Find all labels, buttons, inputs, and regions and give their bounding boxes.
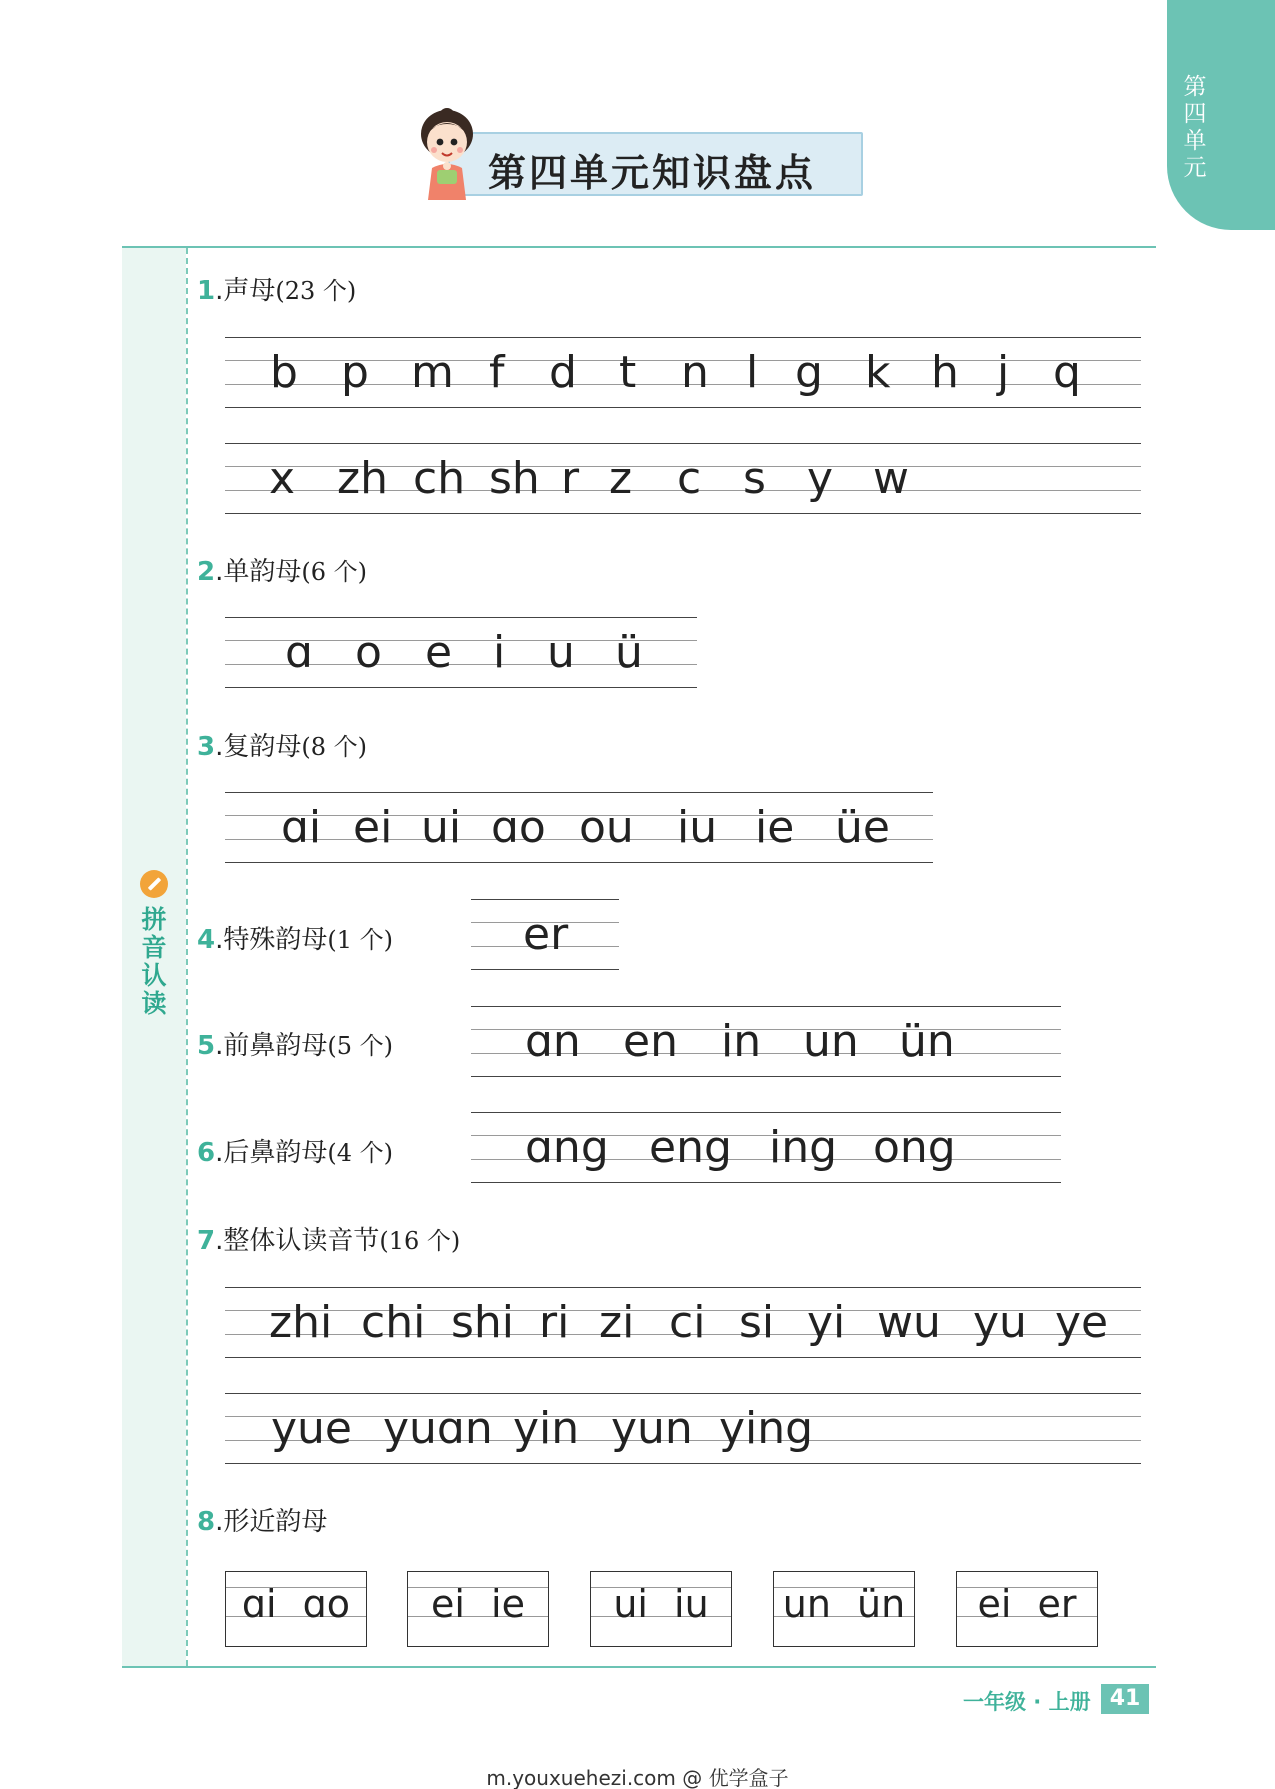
- section-3-title: 3.复韵母(8 个): [197, 732, 367, 762]
- pinyin-token: ci: [669, 1297, 706, 1348]
- section-6-title: 6.后鼻韵母(4 个): [197, 1138, 393, 1168]
- pinyin-token: q: [1053, 347, 1081, 398]
- similar-finals-box: [407, 1571, 549, 1647]
- pinyin-token: e: [425, 627, 453, 678]
- pinyin-token: üe: [835, 802, 890, 853]
- section-heading: 整体认读音节: [223, 1226, 380, 1256]
- section-7-title: 7.整体认读音节(16 个): [197, 1226, 461, 1256]
- similar-finals-box: [773, 1571, 915, 1647]
- section-count: (23 个): [275, 277, 357, 305]
- pinyin-token: y: [807, 453, 834, 504]
- pinyin-token: k: [865, 347, 891, 398]
- side-label-char: 认: [141, 961, 167, 990]
- section-number: 4: [197, 925, 216, 955]
- pinyin-token: h: [931, 347, 959, 398]
- source-watermark: m.youxuehezi.com @ 优学盒子: [486, 1766, 789, 1789]
- footer-grade-label: 一年级 · 上册: [963, 1690, 1091, 1714]
- pinyin-token: zi: [599, 1297, 635, 1348]
- pinyin-token: er: [523, 909, 569, 960]
- section-heading: 声母: [223, 276, 276, 306]
- pinyin-token: ou: [579, 802, 634, 853]
- similar-finals-pair: ui iu: [613, 1582, 709, 1626]
- pinyin-token: ü: [615, 627, 643, 678]
- staff-whole-syllables-row-2: [225, 1393, 1141, 1465]
- pinyin-token: z: [609, 453, 633, 504]
- section-number: 3: [197, 732, 216, 762]
- corner-tab-char: 元: [1183, 155, 1207, 181]
- pinyin-token: x: [269, 453, 296, 504]
- section-heading: 单韵母: [223, 557, 302, 587]
- section-8-title: 8.形近韵母: [197, 1507, 328, 1537]
- pinyin-token: n: [681, 347, 709, 398]
- pinyin-token: c: [677, 453, 702, 504]
- pinyin-token: chi: [361, 1297, 426, 1348]
- frame-bottom-rule: [122, 1666, 1156, 1668]
- pinyin-token: ün: [899, 1016, 955, 1067]
- section-5-title: 5.前鼻韵母(5 个): [197, 1031, 393, 1061]
- pinyin-token: en: [623, 1016, 678, 1067]
- page-number: 41: [1101, 1684, 1149, 1714]
- side-label: [136, 870, 172, 1018]
- pinyin-token: yin: [513, 1403, 580, 1454]
- similar-finals-box: [225, 1571, 367, 1647]
- pinyin-token: b: [270, 347, 298, 398]
- section-count: (1 个): [327, 926, 393, 954]
- page-title: 第四单元知识盘点: [488, 151, 817, 195]
- pinyin-token: ei: [353, 802, 393, 853]
- section-heading: 复韵母: [223, 732, 302, 762]
- pinyin-token: w: [873, 453, 909, 504]
- pinyin-token: g: [795, 347, 823, 398]
- pinyin-token: wu: [877, 1297, 941, 1348]
- staff-front-nasal-finals: [471, 1006, 1061, 1078]
- similar-finals-box: [956, 1571, 1098, 1647]
- pinyin-token: o: [355, 627, 382, 678]
- pinyin-token: ie: [755, 802, 795, 853]
- pinyin-token: yun: [611, 1403, 693, 1454]
- pinyin-token: shi: [451, 1297, 515, 1348]
- frame-top-rule: [122, 246, 1156, 248]
- pinyin-token: r: [561, 453, 580, 504]
- similar-finals-pair: ei ie: [431, 1582, 525, 1626]
- side-label-char: 拼: [141, 905, 167, 934]
- pinyin-token: un: [803, 1016, 859, 1067]
- girl-mascot-icon: [410, 104, 484, 200]
- similar-finals-pair: un ün: [782, 1582, 906, 1626]
- pinyin-token: si: [739, 1297, 775, 1348]
- pinyin-token: m: [411, 347, 454, 398]
- page-header: [410, 104, 865, 200]
- pinyin-token: in: [721, 1016, 762, 1067]
- section-count: (5 个): [327, 1032, 393, 1060]
- corner-tab-char: 四: [1183, 101, 1207, 127]
- pinyin-token: ɑn: [525, 1016, 581, 1067]
- pinyin-token: zhi: [269, 1297, 333, 1348]
- pinyin-token: ch: [413, 453, 466, 504]
- pinyin-token: yi: [807, 1297, 846, 1348]
- section-heading: 特殊韵母: [223, 925, 328, 955]
- section-heading: 形近韵母: [223, 1507, 328, 1537]
- staff-simple-finals: [225, 617, 697, 689]
- side-label-char: 读: [141, 989, 167, 1018]
- section-heading: 后鼻韵母: [223, 1138, 328, 1168]
- staff-initials-row-1: [225, 337, 1141, 409]
- similar-finals-pair: ɑi ɑo: [241, 1582, 351, 1626]
- section-count: (16 个): [379, 1227, 461, 1255]
- pinyin-token: ɑi: [281, 802, 322, 853]
- side-dashed-divider: [186, 248, 188, 1666]
- staff-special-final: [471, 899, 619, 971]
- unit-corner-tab: [1167, 0, 1275, 230]
- section-2-title: 2.单韵母(6 个): [197, 557, 367, 587]
- similar-finals-pair: ei er: [977, 1582, 1077, 1626]
- pinyin-token: ɑ: [285, 627, 313, 678]
- pinyin-token: yue: [271, 1403, 352, 1454]
- pinyin-token: eng: [649, 1122, 732, 1173]
- staff-back-nasal-finals: [471, 1112, 1061, 1184]
- pinyin-token: ong: [873, 1122, 956, 1173]
- pinyin-token: iu: [677, 802, 718, 853]
- section-4-title: 4.特殊韵母(1 个): [197, 925, 393, 955]
- pinyin-token: t: [619, 347, 637, 398]
- pinyin-token: ing: [769, 1122, 838, 1173]
- corner-tab-char: 单: [1183, 128, 1207, 154]
- section-count: (8 个): [301, 733, 367, 761]
- corner-tab-char: 第: [1183, 74, 1207, 100]
- pinyin-token: f: [489, 347, 505, 398]
- pinyin-token: p: [341, 347, 369, 398]
- pinyin-token: ying: [719, 1403, 814, 1454]
- pinyin-token: yu: [973, 1297, 1027, 1348]
- section-number: 8: [197, 1507, 216, 1537]
- side-label-char: 音: [141, 933, 167, 962]
- pinyin-token: ye: [1055, 1297, 1109, 1348]
- section-count: (6 个): [301, 558, 367, 586]
- pinyin-token: ɑng: [525, 1122, 609, 1173]
- pinyin-token: zh: [337, 453, 388, 504]
- section-1-title: 1.声母(23 个): [197, 276, 357, 306]
- section-number: 7: [197, 1226, 216, 1256]
- pinyin-token: i: [493, 627, 506, 678]
- section-number: 2: [197, 557, 216, 587]
- pinyin-token: ɑo: [491, 802, 546, 853]
- pencil-icon: [140, 870, 168, 898]
- section-number: 6: [197, 1138, 216, 1168]
- pinyin-token: sh: [489, 453, 540, 504]
- similar-finals-box: [590, 1571, 732, 1647]
- section-number: 5: [197, 1031, 216, 1061]
- pinyin-token: s: [743, 453, 766, 504]
- pinyin-token: j: [997, 347, 1010, 398]
- staff-compound-finals: [225, 792, 933, 864]
- section-number: 1: [197, 276, 216, 306]
- pinyin-token: ri: [539, 1297, 570, 1348]
- pinyin-token: u: [547, 627, 575, 678]
- section-count: (4 个): [327, 1139, 393, 1167]
- staff-initials-row-2: [225, 443, 1141, 515]
- pinyin-token: d: [549, 347, 577, 398]
- staff-whole-syllables-row-1: [225, 1287, 1141, 1359]
- pinyin-token: l: [746, 347, 759, 398]
- section-heading: 前鼻韵母: [223, 1031, 328, 1061]
- pinyin-token: yuɑn: [383, 1403, 493, 1454]
- pinyin-token: ui: [421, 802, 462, 853]
